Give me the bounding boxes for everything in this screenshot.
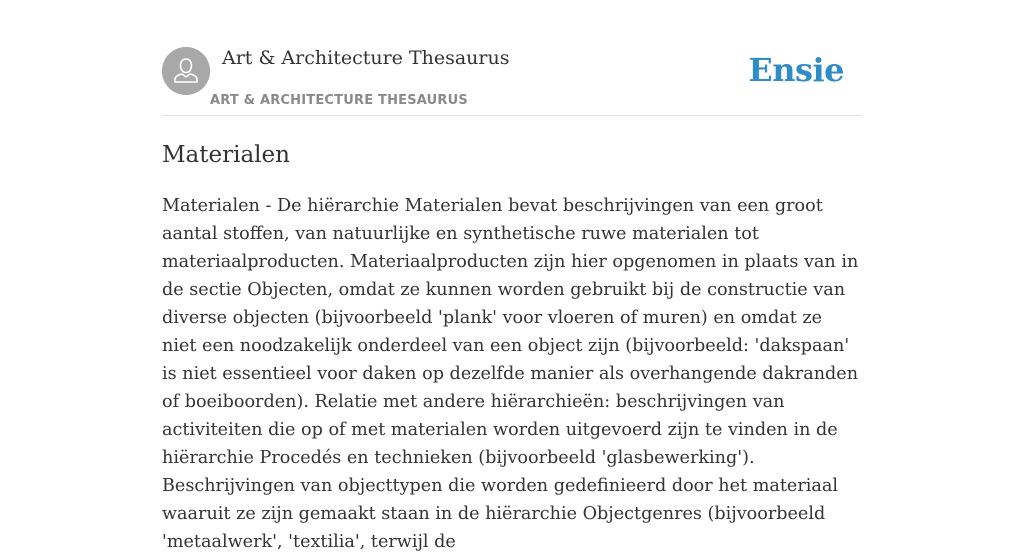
page-title: Materialen bbox=[162, 142, 290, 168]
content-container bbox=[162, 0, 862, 552]
brand-logo[interactable]: Ensie bbox=[748, 51, 844, 89]
article-header bbox=[162, 0, 862, 116]
source-label[interactable]: ART & ARCHITECTURE THESAURUS bbox=[210, 93, 468, 108]
user-silhouette-icon bbox=[162, 47, 210, 95]
author-name[interactable]: Art & Architecture Thesaurus bbox=[222, 47, 510, 69]
avatar[interactable] bbox=[162, 47, 210, 95]
article-body: Materialen - De hiërarchie Materialen bevat beschrijvingen van een groot aantal stoffen, van natuurlijke en synthetische ruwe materialen tot materiaalproducten. Materiaalproducten zijn hier opgenomen in plaats van in de sectie Objecten, omdat ze kunnen worden gebruikt bij de constructie van diverse objecten (bijvoorbeeld 'plank' voor vloeren of muren) en omdat ze niet een noodzakelijk onderdeel van een object zijn (bijvoorbeeld: 'dakspaan' is niet essentieel voor daken op dezelfde manier als overhangende dakranden of boeiboorden). Relatie met andere hiërarchieën: beschrijvingen van activiteiten die op of met materialen worden uitgevoerd zijn te vinden in de hiërarchie Procedés en technieken (bijvoorbeeld 'glasbewerking'). Beschrijvingen van objecttypen die worden gedefinieerd door het materiaal waaruit ze zijn gemaakt staan in de hiërarchie Objectgenres (bijvoorbeeld 'metaalwerk', 'textilia', terwijl de bbox=[162, 196, 859, 552]
